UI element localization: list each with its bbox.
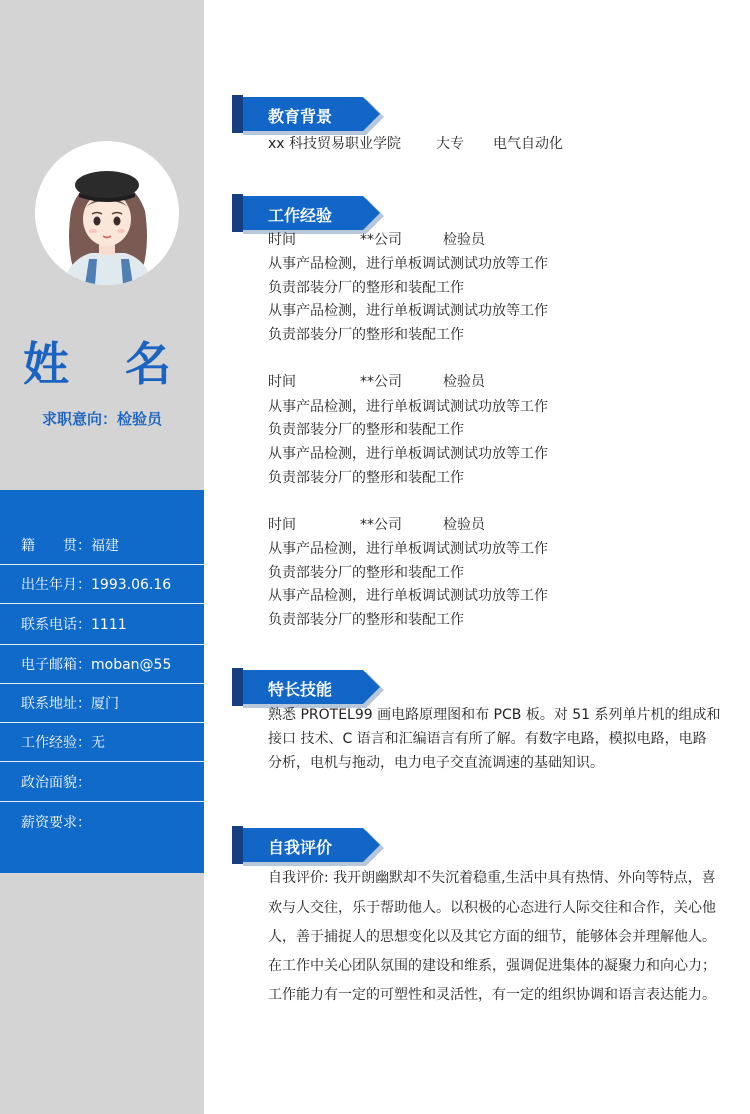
section-header-work [232,194,392,234]
work-line: 从事产品检测，进行单板调试测试功放等工作 [268,256,548,272]
section-title: 自我评价 [268,838,333,857]
work-line: 负责部装分厂的整形和装配工作 [268,565,464,581]
info-row-hometown: 籍 贯：福建 [0,526,204,565]
personal-info-panel [0,490,204,873]
self-eval-line: 工作能力有一定的可塑性和灵活性，有一定的组织协调和语言表达能力。 [268,987,716,1003]
self-eval-line: 自我评价: 我开朗幽默却不失沉着稳重,生活中具有热情、外向等特点，喜 [268,870,716,886]
section-title: 工作经验 [268,206,333,225]
section-header-education [232,95,392,135]
work-line: 从事产品检测，进行单板调试测试功放等工作 [268,399,548,415]
skills-line: 分析，电机与拖动，电力电子交直流调速的基础知识。 [268,755,604,771]
education-row [268,133,588,153]
work-entry-header: 时间 **公司 检验员 [268,517,485,533]
section-header-self-eval [232,826,392,866]
info-row-address: 联系地址：厦门 [0,684,204,723]
section-header-skills [232,668,392,708]
work-line: 负责部装分厂的整形和装配工作 [268,470,464,486]
section-title: 教育背景 [268,107,333,126]
skills-line: 接口 技术、C 语言和汇编语言有所了解。有数字电路，模拟电路，电路 [268,731,707,747]
info-row-salary: 薪资要求： [21,814,91,831]
work-line: 负责部装分厂的整形和装配工作 [268,327,464,343]
work-line: 从事产品检测，进行单板调试测试功放等工作 [268,446,548,462]
work-entry-header: 时间 **公司 检验员 [268,374,485,390]
skills-line: 熟悉 PROTEL99 画电路原理图和布 PCB 板。对 51 系列单片机的组成和 [268,707,721,723]
info-row-birth: 出生年月：1993.06.16 [0,565,204,604]
section-title: 特长技能 [268,680,333,699]
self-eval-line: 人，善于捕捉人的思想变化以及其它方面的细节，能够体会并理解他人。 [268,929,716,945]
work-line: 从事产品检测，进行单板调试测试功放等工作 [268,541,548,557]
work-line: 负责部装分厂的整形和装配工作 [268,280,464,296]
candidate-name: 姓 名 [22,337,191,391]
work-line: 从事产品检测，进行单板调试测试功放等工作 [268,303,548,319]
school: xx 科技贸易职业学院 [268,136,402,152]
work-line: 负责部装分厂的整形和装配工作 [268,612,464,628]
major: 电气自动化 [493,136,563,152]
work-entry-header: 时间 **公司 检验员 [268,232,485,248]
info-row-phone: 联系电话：1111 [0,604,204,645]
work-line: 负责部装分厂的整形和装配工作 [268,422,464,438]
degree: 大专 [436,136,464,152]
job-intent: 求职意向：检验员 [41,410,162,428]
info-row-politics: 政治面貌： [0,762,204,802]
info-row-email: 电子邮箱：moban@55 [0,645,204,684]
avatar [35,141,179,285]
self-eval-line: 欢与人交往，乐于帮助他人。以积极的心态进行人际交往和合作，关心他 [268,900,716,916]
avatar-illustration [35,141,179,285]
self-eval-line: 在工作中关心团队氛围的建设和维系，强调促进集体的凝聚力和向心力； [268,958,716,974]
info-row-experience: 工作经验：无 [0,723,204,762]
work-line: 从事产品检测，进行单板调试测试功放等工作 [268,588,548,604]
